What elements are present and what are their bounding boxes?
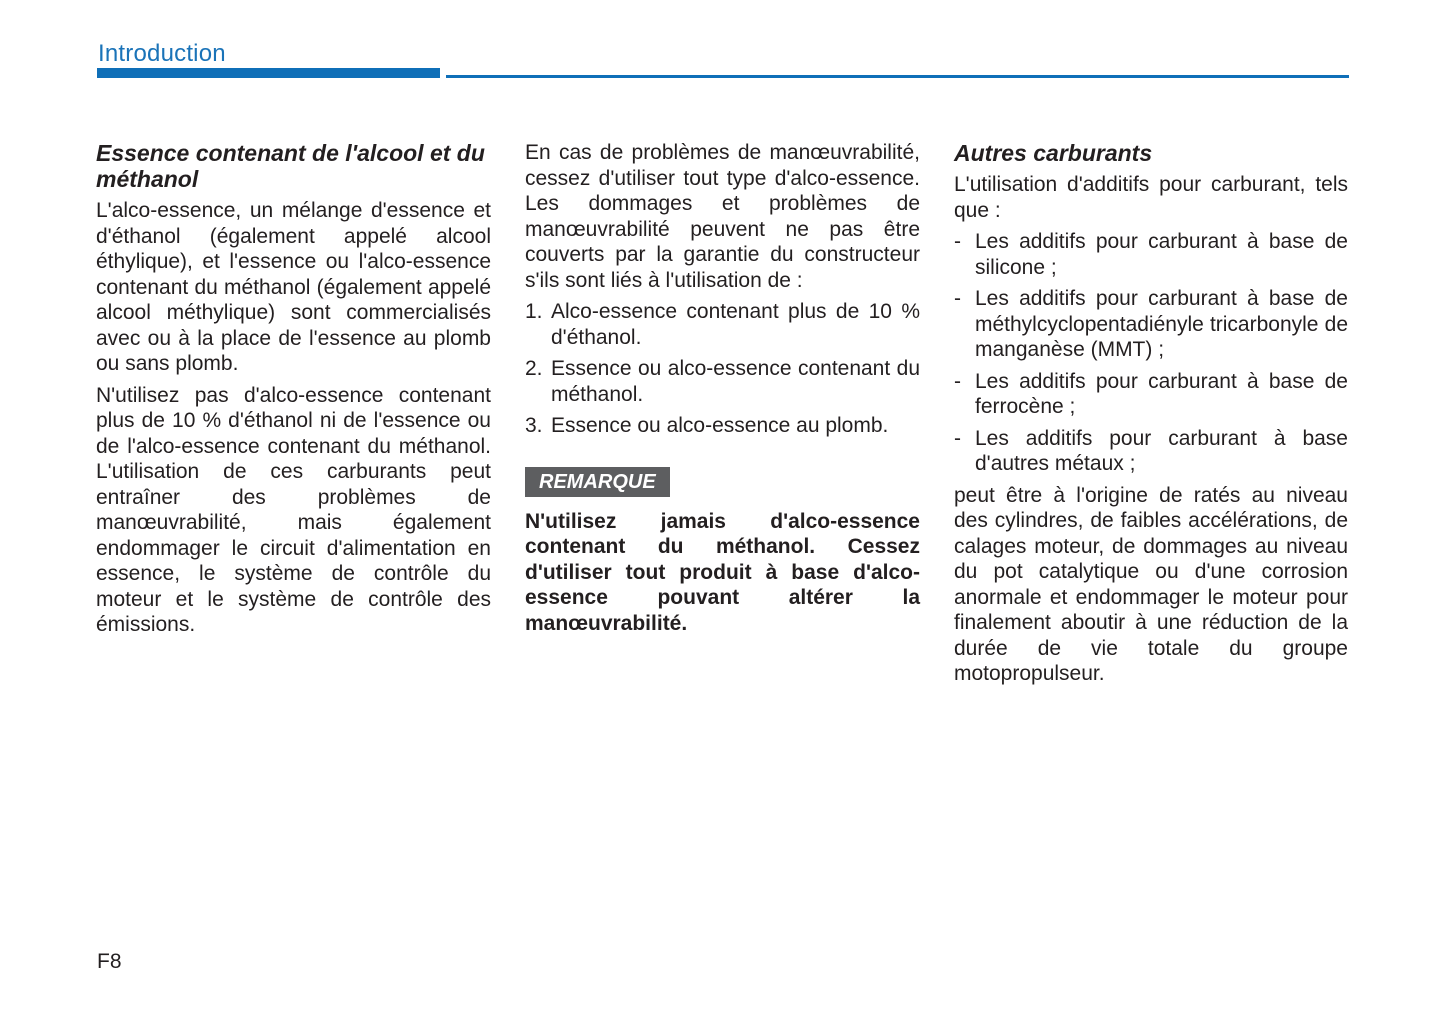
page-number: F8 [97, 950, 122, 973]
header-rule-thin [446, 75, 1349, 78]
paragraph: L'utilisation d'additifs pour carburant, tels que : [954, 173, 1348, 222]
column-1 [96, 140, 491, 644]
list-item-text: Les additifs pour carburant à base de ferrocène ; [975, 369, 1348, 418]
list-item-text: Alco-essence contenant plus de 10 % d'éthanol. [551, 300, 920, 349]
list-marker: - [954, 426, 961, 450]
list-item-text: Les additifs pour carburant à base de silicone ; [975, 230, 1348, 279]
list-marker: 3. [525, 414, 543, 437]
header-rule-thick [97, 68, 440, 78]
heading-alcohol-fuel: Essence contenant de l'alcool et du méthanol [96, 140, 485, 192]
list-marker: 1. [525, 300, 543, 323]
paragraph: N'utilisez pas d'alco-essence contenant plus de 10 % d'éthanol ni de l'essence ou de l'alco-essence contenant du méthanol. L'utilisation de ces carburants peut entraîner des problèmes de manœuvrabilité, mais également endommager le circuit d'alimentation en essence, le système de contrôle du moteur et le système de contrôle des émissions. [96, 383, 491, 636]
column-2 [525, 140, 920, 642]
list-item [954, 426, 1348, 477]
heading-other-fuels: Autres carburants [954, 140, 1153, 166]
paragraph: L'alco-essence, un mélange d'essence et d'éthanol (également appelé alcool éthylique), et l'essence ou l'alco-essence contenant du méthanol (également appelé alcool méthylique) sont commercialisés avec ou à la place de l'essence au plomb ou sans plomb. [96, 199, 491, 375]
list-marker: - [954, 369, 961, 393]
list-item [525, 356, 920, 407]
list-item-text: Essence ou alco-essence contenant du méthanol. [551, 357, 920, 406]
paragraph: En cas de problèmes de manœuvrabilité, cessez d'utiliser tout type d'alco-essence. Les dommages et problèmes de manœuvrabilité peuvent ne pas être couverts par la garantie du constructeur s'ils sont liés à l'utilisation de : [525, 141, 920, 292]
list-item [954, 229, 1348, 280]
paragraph: peut être à l'origine de ratés au niveau des cylindres, de faibles accélérations, de calages moteur, de dommages au niveau du pot catalytique ou d'une corrosion anormale et endommager le moteur pour finalement aboutir à une réduction de la durée de vie totale du groupe motopropulseur. [954, 483, 1348, 685]
list-item [525, 413, 920, 439]
note-text: N'utilisez jamais d'alco-essence contenant du méthanol. Cessez d'utiliser tout produit à base d'alco-essence pouvant altérer la manœuvrabilité. [525, 509, 920, 635]
list-marker: - [954, 230, 961, 253]
list-item [525, 299, 920, 350]
list-item-text: Les additifs pour carburant à base de méthylcyclopentadiényle tricarbonyle de manganèse (MMT) ; [975, 287, 1348, 361]
list-item [954, 369, 1348, 420]
section-title: Introduction [98, 40, 226, 67]
note-badge: REMARQUE [525, 467, 670, 497]
dash-list [954, 229, 1348, 477]
column-3 [954, 140, 1348, 693]
list-marker: 2. [525, 357, 543, 380]
list-item-text: Essence ou alco-essence au plomb. [551, 414, 889, 437]
list-item-text: Les additifs pour carburant à base d'autres métaux ; [975, 426, 1348, 475]
numbered-list [525, 299, 920, 439]
list-marker: - [954, 287, 961, 310]
list-item [954, 286, 1348, 363]
